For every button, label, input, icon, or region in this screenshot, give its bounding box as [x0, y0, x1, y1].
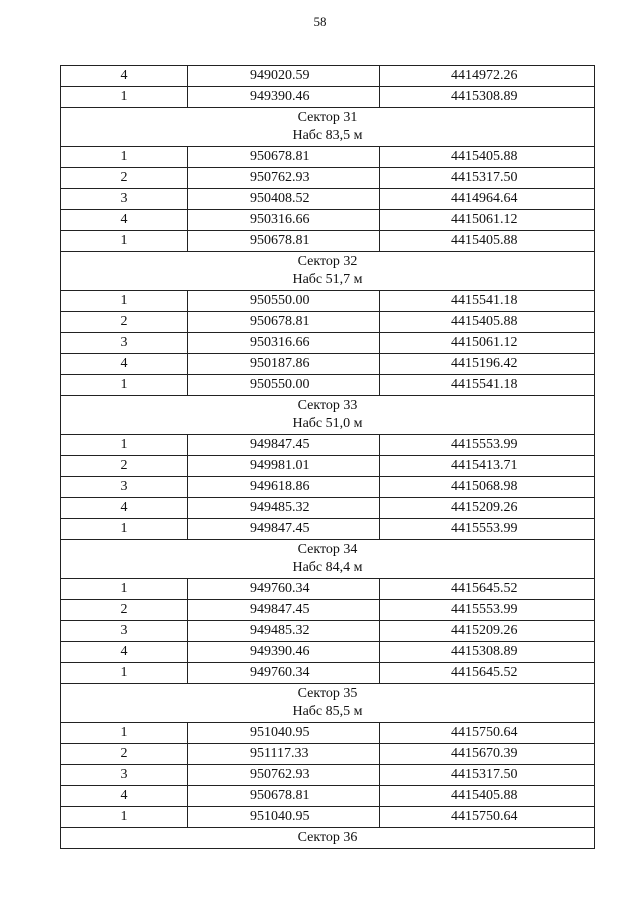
x-coordinate-cell: 949485.32 [188, 621, 380, 642]
x-coordinate-cell: 950316.66 [188, 333, 380, 354]
point-number-cell: 1 [61, 723, 188, 744]
x-coordinate-cell: 950187.86 [188, 354, 380, 375]
table-row [61, 231, 595, 252]
point-number-cell: 4 [61, 498, 188, 519]
sector-elevation: Набс 83,5 м [292, 128, 363, 143]
x-coordinate-cell: 949760.34 [188, 579, 380, 600]
table-row [61, 189, 595, 210]
table-row [61, 600, 595, 621]
coordinates-table-body [61, 66, 595, 849]
x-coordinate-cell: 950678.81 [188, 147, 380, 168]
x-coordinate-cell: 950678.81 [188, 312, 380, 333]
x-coordinate-cell: 951117.33 [188, 744, 380, 765]
x-coordinate-cell: 951040.95 [188, 723, 380, 744]
sector-header-row [61, 396, 595, 435]
y-coordinate-cell: 4415645.52 [380, 663, 595, 684]
y-coordinate-cell: 4415541.18 [380, 375, 595, 396]
point-number-cell: 2 [61, 744, 188, 765]
x-coordinate-cell: 950550.00 [188, 291, 380, 312]
point-number-cell: 3 [61, 621, 188, 642]
y-coordinate-cell: 4415541.18 [380, 291, 595, 312]
point-number-cell: 3 [61, 333, 188, 354]
table-row [61, 210, 595, 231]
x-coordinate-cell: 949618.86 [188, 477, 380, 498]
y-coordinate-cell: 4415308.89 [380, 87, 595, 108]
table-row [61, 786, 595, 807]
sector-title: Сектор 32 [297, 254, 358, 269]
table-row [61, 642, 595, 663]
x-coordinate-cell: 949390.46 [188, 642, 380, 663]
point-number-cell: 1 [61, 807, 188, 828]
point-number-cell: 1 [61, 291, 188, 312]
y-coordinate-cell: 4414972.26 [380, 66, 595, 87]
x-coordinate-cell: 950762.93 [188, 168, 380, 189]
table-row [61, 354, 595, 375]
x-coordinate-cell: 950762.93 [188, 765, 380, 786]
point-number-cell: 4 [61, 210, 188, 231]
table-row [61, 663, 595, 684]
coordinates-table [60, 65, 595, 849]
point-number-cell: 4 [61, 642, 188, 663]
y-coordinate-cell: 4415061.12 [380, 333, 595, 354]
sector-title: Сектор 34 [297, 542, 358, 557]
y-coordinate-cell: 4415405.88 [380, 231, 595, 252]
y-coordinate-cell: 4415553.99 [380, 519, 595, 540]
sector-header-cell [61, 396, 595, 435]
point-number-cell: 1 [61, 663, 188, 684]
point-number-cell: 1 [61, 519, 188, 540]
point-number-cell: 2 [61, 456, 188, 477]
sector-title: Сектор 33 [297, 398, 358, 413]
sector-title: Сектор 35 [297, 686, 358, 701]
y-coordinate-cell: 4415405.88 [380, 786, 595, 807]
page-number: 58 [313, 14, 327, 29]
table-row [61, 435, 595, 456]
y-coordinate-cell: 4415209.26 [380, 498, 595, 519]
y-coordinate-cell: 4415413.71 [380, 456, 595, 477]
sector-elevation: Набс 85,5 м [292, 704, 363, 719]
sector-header-cell [61, 828, 595, 849]
y-coordinate-cell: 4415308.89 [380, 642, 595, 663]
y-coordinate-cell: 4415209.26 [380, 621, 595, 642]
table-row [61, 66, 595, 87]
sector-title: Сектор 31 [297, 110, 358, 125]
sector-header-cell [61, 540, 595, 579]
y-coordinate-cell: 4415068.98 [380, 477, 595, 498]
sector-header-cell [61, 684, 595, 723]
table-row [61, 579, 595, 600]
y-coordinate-cell: 4415196.42 [380, 354, 595, 375]
x-coordinate-cell: 950316.66 [188, 210, 380, 231]
table-row [61, 147, 595, 168]
x-coordinate-cell: 950678.81 [188, 786, 380, 807]
table-row [61, 519, 595, 540]
point-number-cell: 1 [61, 435, 188, 456]
point-number-cell: 4 [61, 66, 188, 87]
table-row [61, 168, 595, 189]
table-row [61, 723, 595, 744]
x-coordinate-cell: 950408.52 [188, 189, 380, 210]
sector-header-row [61, 540, 595, 579]
y-coordinate-cell: 4415553.99 [380, 435, 595, 456]
y-coordinate-cell: 4415750.64 [380, 723, 595, 744]
table-row [61, 333, 595, 354]
y-coordinate-cell: 4415553.99 [380, 600, 595, 621]
y-coordinate-cell: 4415405.88 [380, 312, 595, 333]
table-row [61, 807, 595, 828]
x-coordinate-cell: 949847.45 [188, 435, 380, 456]
table-row [61, 291, 595, 312]
table-row [61, 477, 595, 498]
y-coordinate-cell: 4415317.50 [380, 168, 595, 189]
table-row [61, 765, 595, 786]
table-row [61, 375, 595, 396]
point-number-cell: 1 [61, 147, 188, 168]
y-coordinate-cell: 4415645.52 [380, 579, 595, 600]
point-number-cell: 2 [61, 312, 188, 333]
sector-title: Сектор 36 [297, 830, 358, 845]
point-number-cell: 3 [61, 765, 188, 786]
sector-elevation: Набс 51,7 м [292, 272, 363, 287]
point-number-cell: 2 [61, 600, 188, 621]
point-number-cell: 1 [61, 231, 188, 252]
sector-header-row [61, 684, 595, 723]
sector-header-row [61, 108, 595, 147]
point-number-cell: 4 [61, 354, 188, 375]
point-number-cell: 4 [61, 786, 188, 807]
x-coordinate-cell: 950678.81 [188, 231, 380, 252]
sector-header-cell [61, 108, 595, 147]
x-coordinate-cell: 949981.01 [188, 456, 380, 477]
x-coordinate-cell: 949485.32 [188, 498, 380, 519]
table-row [61, 621, 595, 642]
x-coordinate-cell: 949847.45 [188, 600, 380, 621]
table-row [61, 498, 595, 519]
x-coordinate-cell: 949847.45 [188, 519, 380, 540]
y-coordinate-cell: 4414964.64 [380, 189, 595, 210]
point-number-cell: 1 [61, 375, 188, 396]
y-coordinate-cell: 4415405.88 [380, 147, 595, 168]
x-coordinate-cell: 949020.59 [188, 66, 380, 87]
x-coordinate-cell: 950550.00 [188, 375, 380, 396]
sector-elevation: Набс 84,4 м [292, 560, 363, 575]
table-row [61, 744, 595, 765]
table-row [61, 87, 595, 108]
y-coordinate-cell: 4415670.39 [380, 744, 595, 765]
y-coordinate-cell: 4415317.50 [380, 765, 595, 786]
sector-elevation: Набс 51,0 м [292, 416, 363, 431]
x-coordinate-cell: 949390.46 [188, 87, 380, 108]
sector-header-row [61, 828, 595, 849]
x-coordinate-cell: 949760.34 [188, 663, 380, 684]
point-number-cell: 2 [61, 168, 188, 189]
x-coordinate-cell: 951040.95 [188, 807, 380, 828]
table-row [61, 312, 595, 333]
point-number-cell: 1 [61, 579, 188, 600]
sector-header-row [61, 252, 595, 291]
sector-header-cell [61, 252, 595, 291]
point-number-cell: 3 [61, 477, 188, 498]
table-row [61, 456, 595, 477]
y-coordinate-cell: 4415750.64 [380, 807, 595, 828]
y-coordinate-cell: 4415061.12 [380, 210, 595, 231]
point-number-cell: 3 [61, 189, 188, 210]
point-number-cell: 1 [61, 87, 188, 108]
